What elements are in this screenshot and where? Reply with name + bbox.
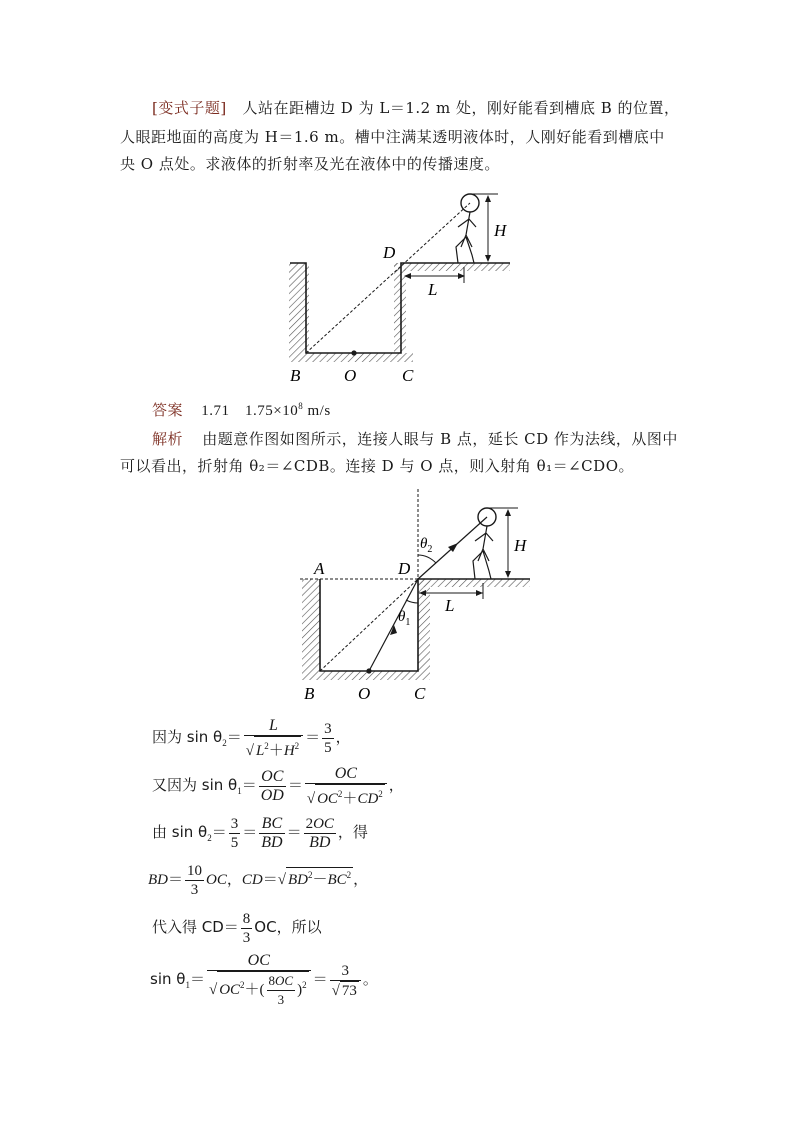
label-L: L — [445, 596, 455, 615]
label-D: D — [398, 559, 411, 578]
point-O — [351, 350, 356, 355]
point-O — [366, 668, 371, 673]
eq3-suffix: ，得 — [337, 822, 368, 841]
label-O: O — [344, 366, 357, 385]
eq5-prefix: 代入得 CD＝ — [152, 917, 239, 936]
label-A: A — [314, 559, 325, 578]
theta1-arc — [406, 600, 418, 603]
right-wall — [394, 263, 406, 353]
problem-line-1 — [152, 97, 680, 118]
equation-4: BD＝ $\frac{10}{3}$ OC，CD＝√ $BD^2-BC^2$ ， — [148, 863, 369, 898]
trough-bottom — [289, 353, 413, 362]
eq1-prefix: 因为 sin θ — [152, 727, 223, 746]
figure-2-refraction-diagram — [290, 487, 540, 707]
eq4-suffix: ， — [353, 869, 369, 888]
answer-line — [152, 399, 331, 420]
figure-1-trough-diagram — [280, 175, 520, 390]
answer-text: 1.71 1.75×10 — [201, 403, 299, 419]
analysis-text-2: 可以看出，折射角 θ₂＝∠CDB。连接 D 与 O 点，则入射角 θ₁＝∠CDO。 — [120, 457, 634, 475]
analysis-line-2 — [120, 455, 634, 476]
problem-text-2: 人眼距地面的高度为 H＝1.6 m。槽中注满某透明液体时，人刚好能看到槽底中 — [120, 128, 665, 146]
label-theta2: $\theta_2$ — [420, 536, 433, 555]
analysis-text-1: 由题意作图如图所示，连接人眼与 B 点，延长 CD 作为法线，从图中 — [202, 430, 678, 448]
problem-line-2 — [120, 126, 665, 147]
label-H: H — [494, 221, 507, 240]
trough-bottom — [302, 671, 430, 680]
problem-tag: [变式子题] — [152, 99, 227, 117]
D-to-B-line — [320, 579, 418, 671]
equation-3: 由 $\sin \theta_2=$ $\frac{3}{5}$ ＝ $\frac{BC}{BD}$ ＝ $\frac{2OC}{BD}$ ，得 — [152, 815, 368, 851]
analysis-line-1 — [152, 428, 678, 449]
ground-right — [418, 579, 530, 587]
eq5-suffix: OC，所以 — [254, 917, 322, 936]
ground-right — [394, 263, 510, 271]
eq2-prefix: 又因为 sin θ — [152, 775, 238, 794]
label-L: L — [428, 280, 438, 299]
label-D: D — [383, 243, 396, 262]
left-wall — [302, 579, 320, 671]
answer-exponent: 8 — [298, 401, 304, 411]
label-O: O — [358, 684, 371, 703]
eq6-prefix: sin θ — [150, 969, 186, 988]
eq3-prefix: 由 sin θ — [152, 822, 208, 841]
equation-1: 因为 $\sin \theta_2=$ $\frac{L}{√ L^2+H^2}$ ＝ $\frac{3}{5}$ ， — [152, 717, 351, 759]
label-B: B — [290, 366, 301, 385]
problem-line-3 — [120, 153, 500, 174]
equation-2: 又因为 $\sin \theta_1=$ $\frac{OC}{OD}$ ＝ $\frac{OC}{√ OC^2+CD^2}$ ， — [152, 765, 404, 807]
person-body — [456, 212, 476, 263]
label-C: C — [414, 684, 426, 703]
incident-ray — [369, 579, 418, 671]
problem-text-3: 央 O 点处。求液体的折射率及光在液体中的传播速度。 — [120, 155, 500, 173]
answer-unit: m/s — [303, 403, 331, 419]
label-theta1: $\theta_1$ — [398, 609, 411, 628]
label-B: B — [304, 684, 315, 703]
sight-line — [306, 203, 470, 353]
analysis-heading: 解析 — [152, 430, 184, 448]
problem-text-1: 人站在距槽边 D 为 L＝1.2 m 处，刚好能看到槽底 B 的位置， — [242, 99, 680, 117]
answer-heading: 答案 — [152, 401, 184, 419]
label-H: H — [514, 536, 527, 555]
label-C: C — [402, 366, 414, 385]
equation-5: 代入得 CD＝ $\frac{8}{3}$ OC，所以 — [152, 911, 322, 946]
equation-6: $\sin \theta_1=$ OC √ $OC^2+$( $\frac{8OC}{3}$ )$^2$ ＝ $\frac{3}{√ 73}$ 。 — [150, 952, 378, 1007]
person-body — [473, 526, 493, 579]
theta2-arc — [418, 555, 436, 563]
